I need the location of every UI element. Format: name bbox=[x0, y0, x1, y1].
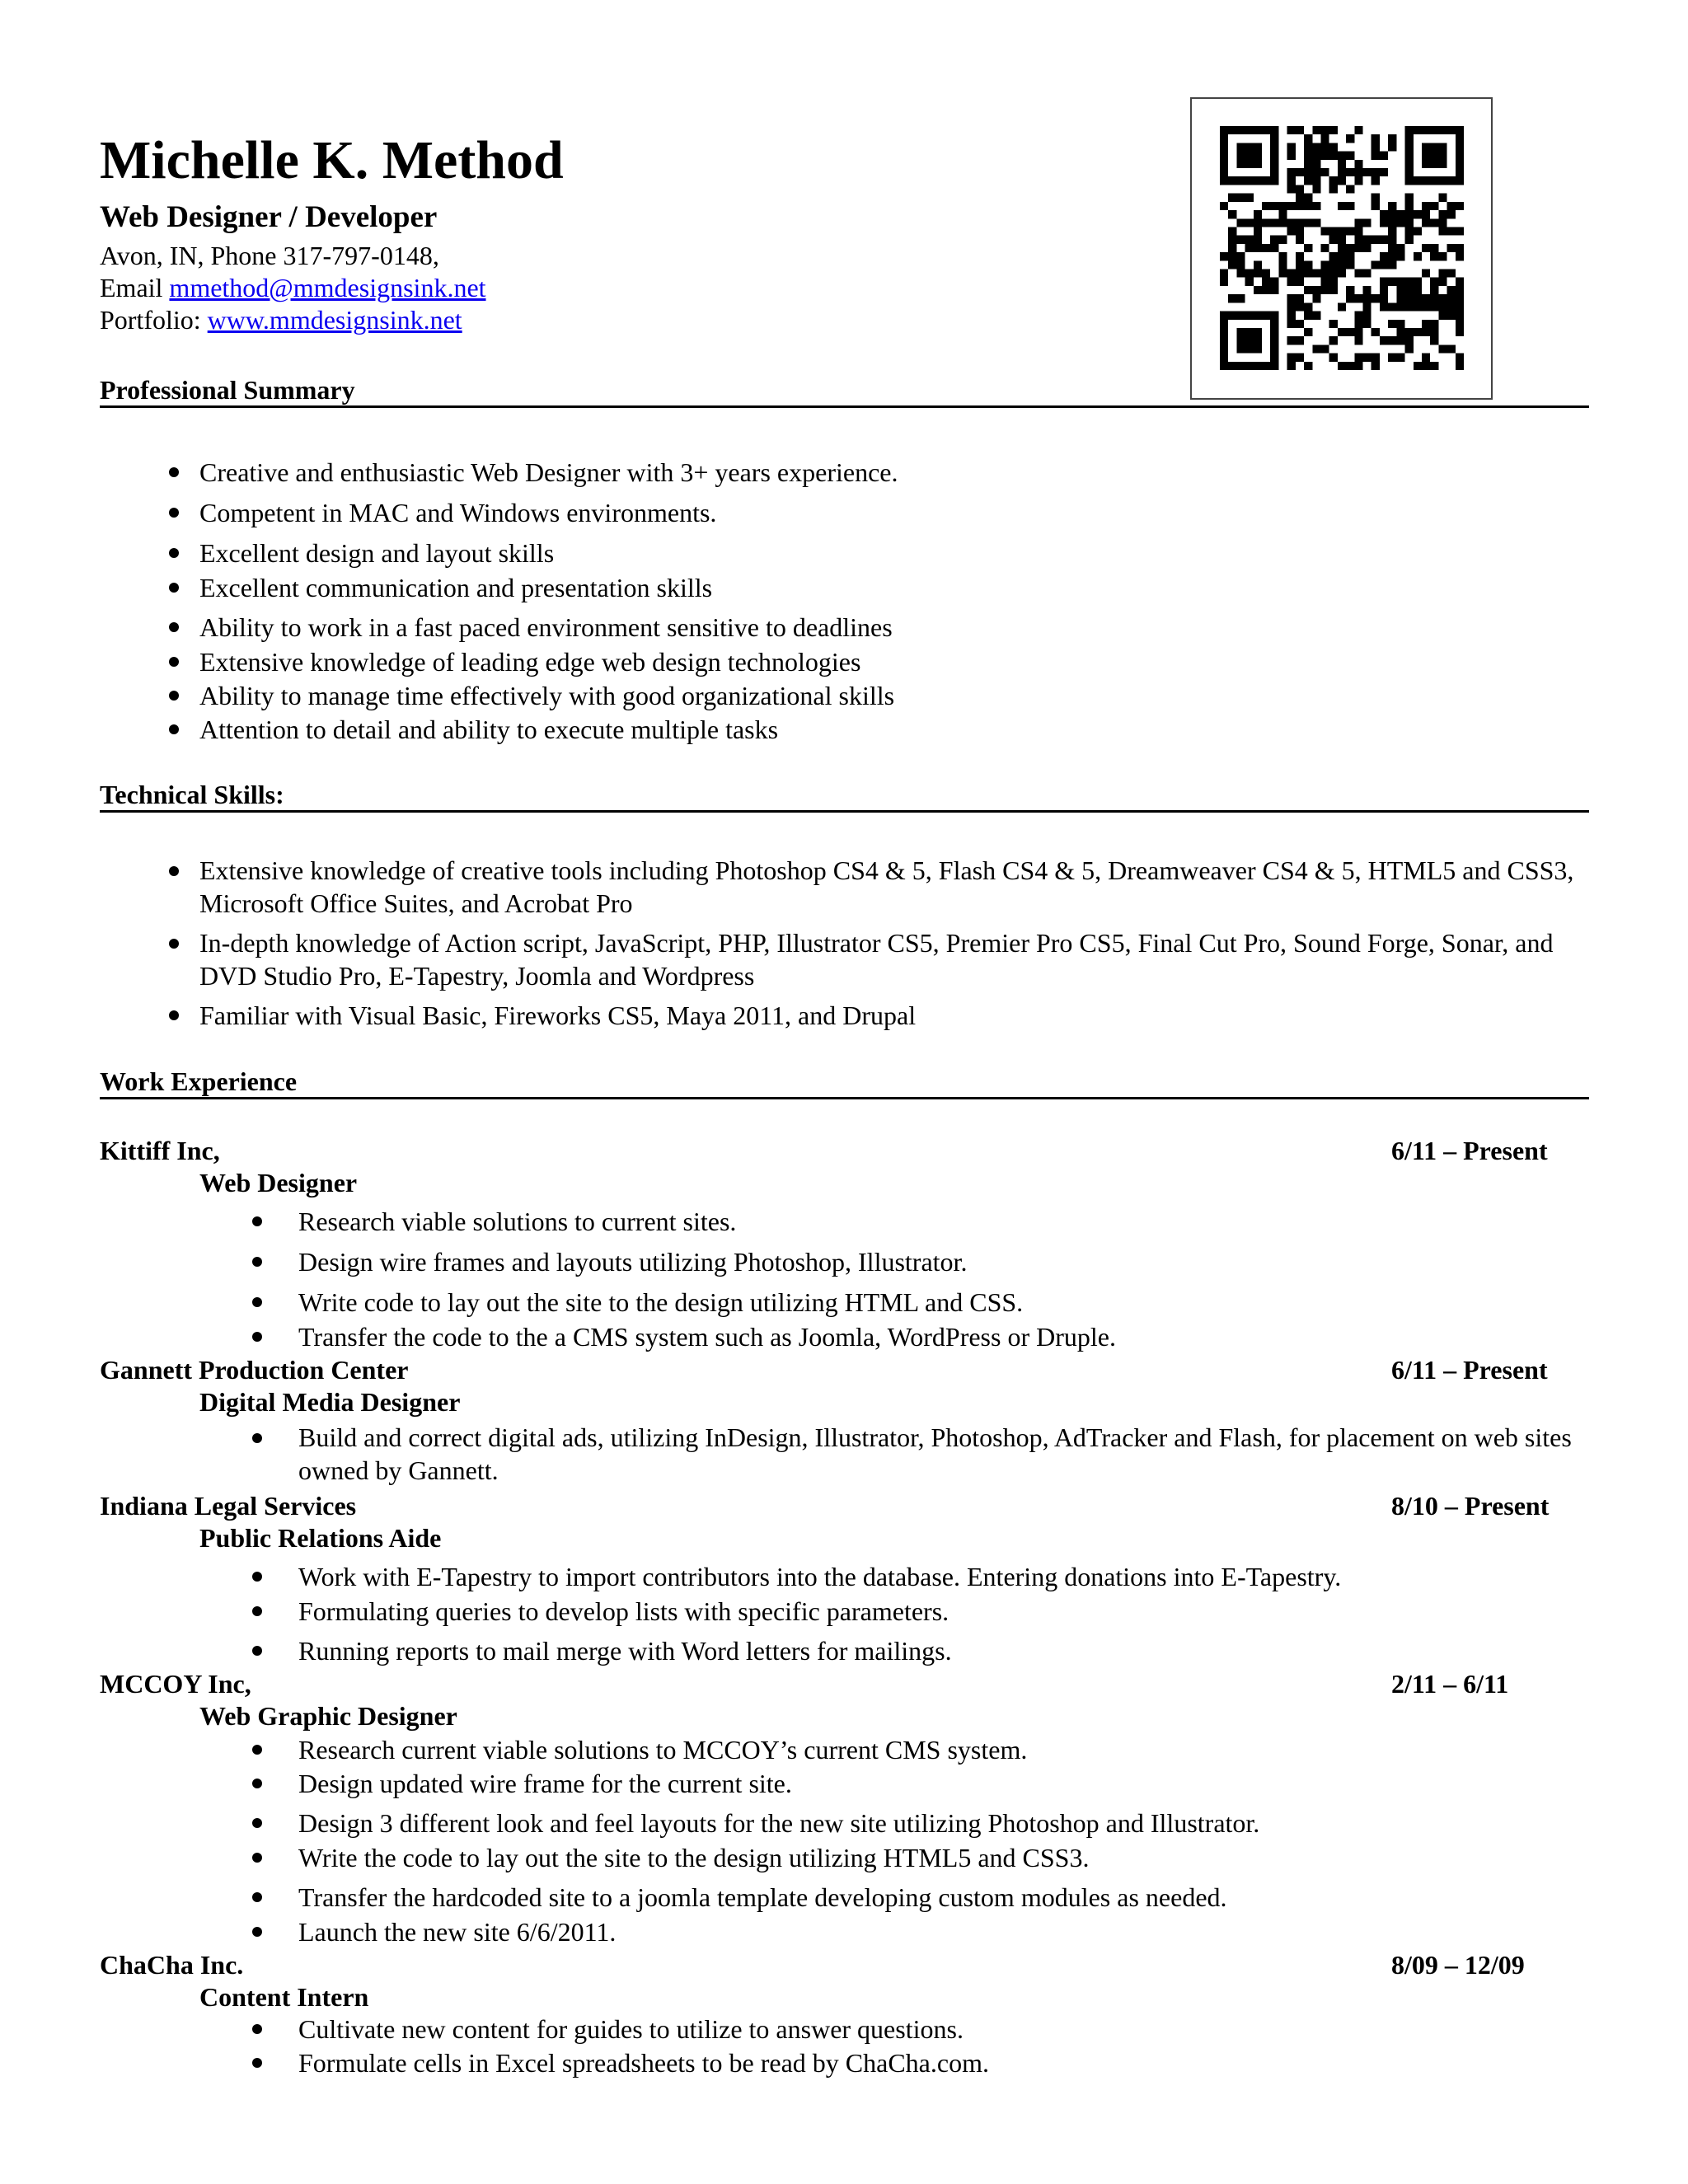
portfolio-link[interactable]: www.mmdesignsink.net bbox=[207, 305, 462, 335]
resume-page: Michelle K. Method Web Designer / Developer Avon, IN, Phone 317-797-0148, Email mmethod@mmdesignsink.net Portfolio: www.mmdesignsink.net Professional Summary Creative and enthusiastic Web Designer with 3+ years experience. Competent in MAC and Windows environments. Excellent design and layout skills Excellent communication and presentation skills Ability to work in a fast paced environment sensitive to deadlines Extensive knowledge of leading edge web design technologies Ability to manage time effectively with good organizational skills Attention to detail and ability to execute multiple tasks Technical Skills: Extensive knowledge of creative tools including Photoshop CS4 & 5, Flash CS4 & 5, Dreamweaver CS4 & 5, HTML5 and CSS3, Microsoft Office Suites, and Acrobat Pro In-depth knowledge of Action script, JavaScript, PHP, Illustrator CS5, Premier Pro CS5, Final Cut Pro, Sound Forge, Sonar, and DVD Studio Pro, E-Tapestry, Joomla and Wordpress Familiar with Visual Basic, Fireworks CS5, Maya 2011, and Drupal Work Experience Kittiff Inc, 6/11 – Present Web Designer Research viable solutions to current sites. Design wire frames and layouts utilizing Photoshop, Illustrator. Write code to lay out the site to the design utilizing HTML and CSS. Transfer the code to the a CMS system such as Joomla, WordPress or Druple. Gannett Production Center 6/11 – Present Digital Media Designer Build and correct digital ads, utilizing InDesign, Illustrator, Photoshop, AdTracker and Flash, for placement on web sites owned by Gannett. Indiana Legal Services 8/10 – Present Public Relations Aide Work with E-Tapestry to import contributors into the database. Entering donations into E-Tapestry. Formulating queries to develop lists with specific parameters. Running reports to mail merge with Word letters for mailings. MCCOY Inc, 2/11 – 6/11 Web Graphic Designer Research current viable solutions to MCCOY’s current CMS system. Design updated wire frame for the current site. Design 3 different look and feel layouts for the new site utilizing Photoshop and Illustrator. Write the code to lay out the site to the design utilizing HTML5 and CSS3. Transfer the hardcoded site to a joomla template developing custom modules as needed. Launch the new site 6/6/2011. ChaCha Inc. 8/09 – 12/09 Content Intern Cultivate new content for guides to utilize to answer questions. Formulate cells in Excel spreadsheets to be read by ChaCha.com. bbox=[0, 0, 1688, 2184]
bullet-icon bbox=[169, 583, 179, 593]
section-divider bbox=[100, 810, 1589, 813]
job-role: Web Designer bbox=[199, 1168, 358, 1197]
bullet-icon bbox=[252, 2024, 262, 2034]
email-line bbox=[100, 274, 486, 301]
employment-dates: 8/10 – Present bbox=[1391, 1491, 1550, 1521]
bullet-icon bbox=[169, 939, 179, 949]
bullet-icon bbox=[252, 1433, 262, 1443]
bullet-icon bbox=[252, 1853, 262, 1863]
section-divider bbox=[100, 405, 1589, 408]
email-link[interactable]: mmethod@mmdesignsink.net bbox=[169, 273, 486, 302]
portfolio-label: Portfolio: bbox=[100, 305, 208, 335]
job-role: Digital Media Designer bbox=[199, 1387, 461, 1417]
candidate-title: Web Designer / Developer bbox=[100, 200, 438, 234]
company-name: Kittiff Inc, bbox=[100, 1136, 220, 1165]
bullet-icon bbox=[252, 1892, 262, 1902]
bullet-icon bbox=[169, 622, 179, 632]
bullet-icon bbox=[252, 1927, 262, 1937]
bullet-icon bbox=[252, 1606, 262, 1616]
section-heading-summary: Professional Summary bbox=[100, 375, 355, 405]
job-role: Public Relations Aide bbox=[199, 1523, 442, 1553]
company-name: MCCOY Inc, bbox=[100, 1669, 251, 1699]
email-label: Email bbox=[100, 273, 170, 302]
bullet-icon bbox=[252, 1257, 262, 1267]
qr-code-icon bbox=[1220, 126, 1464, 370]
bullet-icon bbox=[252, 1332, 262, 1342]
bullet-icon bbox=[252, 1297, 262, 1307]
bullet-icon bbox=[169, 508, 179, 518]
company-name: Gannett Production Center bbox=[100, 1355, 409, 1385]
employment-dates: 8/09 – 12/09 bbox=[1391, 1950, 1525, 1980]
job-role: Web Graphic Designer bbox=[199, 1701, 457, 1731]
qr-code-frame bbox=[1190, 97, 1493, 400]
bullet-icon bbox=[169, 548, 179, 558]
employment-dates: 2/11 – 6/11 bbox=[1391, 1669, 1509, 1699]
bullet-icon bbox=[252, 1779, 262, 1788]
company-name: ChaCha Inc. bbox=[100, 1950, 244, 1980]
bullet-icon bbox=[252, 1216, 262, 1226]
bullet-icon bbox=[252, 1646, 262, 1656]
bullet-icon bbox=[252, 1818, 262, 1828]
bullet-icon bbox=[252, 1745, 262, 1755]
bullet-icon bbox=[252, 1572, 262, 1582]
list-item: Build and correct digital ads, utilizing InDesign, Illustrator, Photoshop, AdTracker and Flash, for placement on web sites owned by Gannett. bbox=[0, 1421, 1589, 1487]
bullet-icon bbox=[169, 691, 179, 701]
employment-dates: 6/11 – Present bbox=[1391, 1355, 1548, 1385]
bullet-icon bbox=[252, 2058, 262, 2068]
list-item: In-depth knowledge of Action script, JavaScript, PHP, Illustrator CS5, Premier Pro CS5, Final Cut Pro, Sound Forge, Sonar, and DVD Studio Pro, E-Tapestry, Joomla and Wordpress bbox=[0, 926, 1589, 992]
section-heading-skills: Technical Skills: bbox=[100, 780, 284, 809]
bullet-icon bbox=[169, 467, 179, 477]
section-divider bbox=[100, 1097, 1589, 1099]
bullet-icon bbox=[169, 1010, 179, 1020]
company-name: Indiana Legal Services bbox=[100, 1491, 357, 1521]
list-item: Extensive knowledge of creative tools including Photoshop CS4 & 5, Flash CS4 & 5, Dreamweaver CS4 & 5, HTML5 and CSS3, Microsoft Office Suites, and Acrobat Pro bbox=[0, 854, 1589, 920]
bullet-icon bbox=[169, 866, 179, 876]
candidate-name: Michelle K. Method bbox=[100, 130, 564, 190]
portfolio-line bbox=[100, 307, 462, 333]
bullet-icon bbox=[169, 657, 179, 667]
employment-dates: 6/11 – Present bbox=[1391, 1136, 1548, 1165]
job-role: Content Intern bbox=[199, 1982, 369, 2012]
bullet-icon bbox=[169, 724, 179, 734]
section-heading-experience: Work Experience bbox=[100, 1066, 298, 1096]
location-phone: Avon, IN, Phone 317-797-0148, bbox=[100, 241, 439, 270]
